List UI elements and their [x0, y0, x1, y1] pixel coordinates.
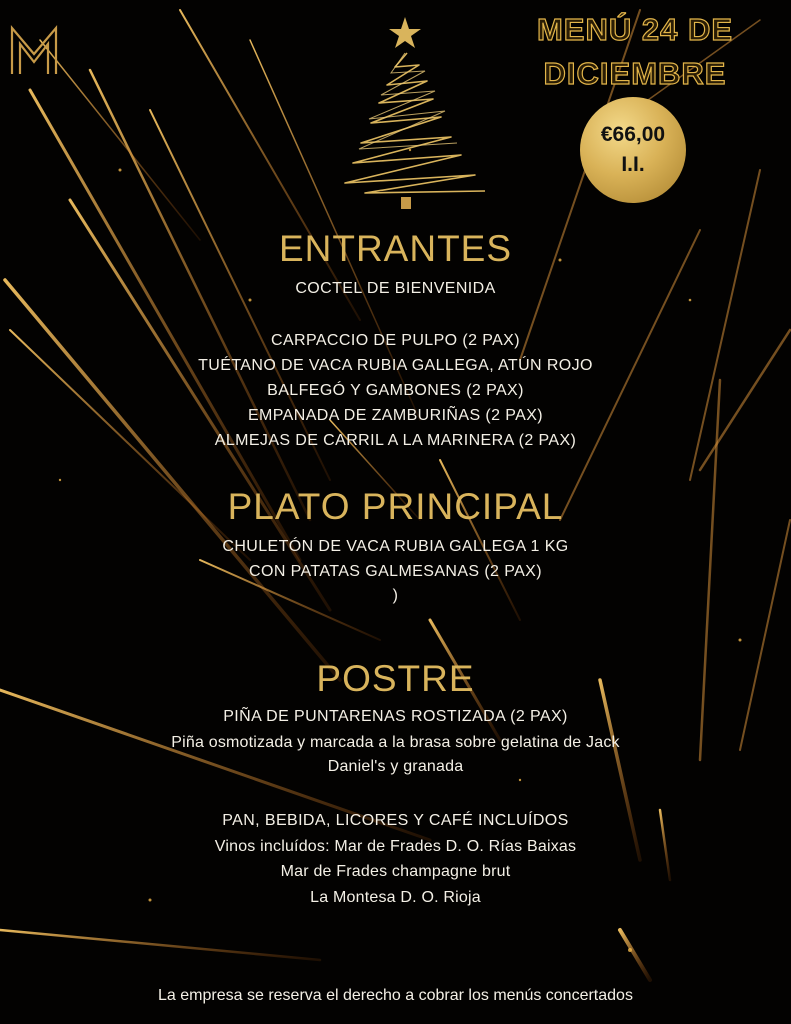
menu-item: BALFEGÓ Y GAMBONES (2 PAX)	[267, 382, 524, 399]
price-value: €66,00	[600, 123, 666, 146]
menu-item-description: Daniel's y granada	[327, 758, 464, 775]
menu-title-line1: MENÚ 24 DE	[536, 12, 734, 47]
menu-item: PIÑA DE PUNTARENAS ROSTIZADA (2 PAX)	[223, 708, 568, 725]
section-title-postre: POSTRE	[316, 658, 475, 699]
included-note: PAN, BEBIDA, LICORES Y CAFÉ INCLUÍDOS	[222, 812, 569, 829]
menu-item: CHULETÓN DE VACA RUBIA GALLEGA 1 KG	[222, 538, 569, 555]
wine-line: Mar de Frades champagne brut	[280, 863, 511, 880]
menu-title-line2: DICIEMBRE	[543, 56, 727, 91]
menu-item: COCTEL DE BIENVENIDA	[295, 280, 496, 297]
christmas-tree-icon	[325, 15, 495, 215]
menu-item: ALMEJAS DE CARRIL A LA MARINERA (2 PAX)	[214, 432, 577, 449]
price-badge	[580, 97, 686, 203]
section-title-entrantes: ENTRANTES	[278, 228, 513, 269]
wine-line: Vinos incluídos: Mar de Frades D. O. Rías Baixas	[214, 838, 577, 855]
menu-item: CON PATATAS GALMESANAS (2 PAX)	[249, 563, 542, 580]
menu-title	[505, 8, 765, 96]
section-title-plato-principal: PLATO PRINCIPAL	[227, 486, 564, 527]
menu-item: TUÉTANO DE VACA RUBIA GALLEGA, ATÚN ROJO	[198, 357, 593, 374]
footer-note: La empresa se reserva el derecho a cobrar los menús concertados	[158, 987, 633, 1004]
menu-item: CARPACCIO DE PULPO (2 PAX)	[271, 332, 520, 349]
m-monogram-logo	[8, 22, 60, 78]
wine-line: La Montesa D. O. Rioja	[310, 889, 481, 906]
menu-item-description: Piña osmotizada y marcada a la brasa sobre gelatina de Jack	[171, 734, 620, 751]
menu-item: EMPANADA DE ZAMBURIÑAS (2 PAX)	[247, 407, 543, 424]
menu-item: )	[392, 587, 399, 604]
price-note: I.I.	[621, 153, 645, 176]
